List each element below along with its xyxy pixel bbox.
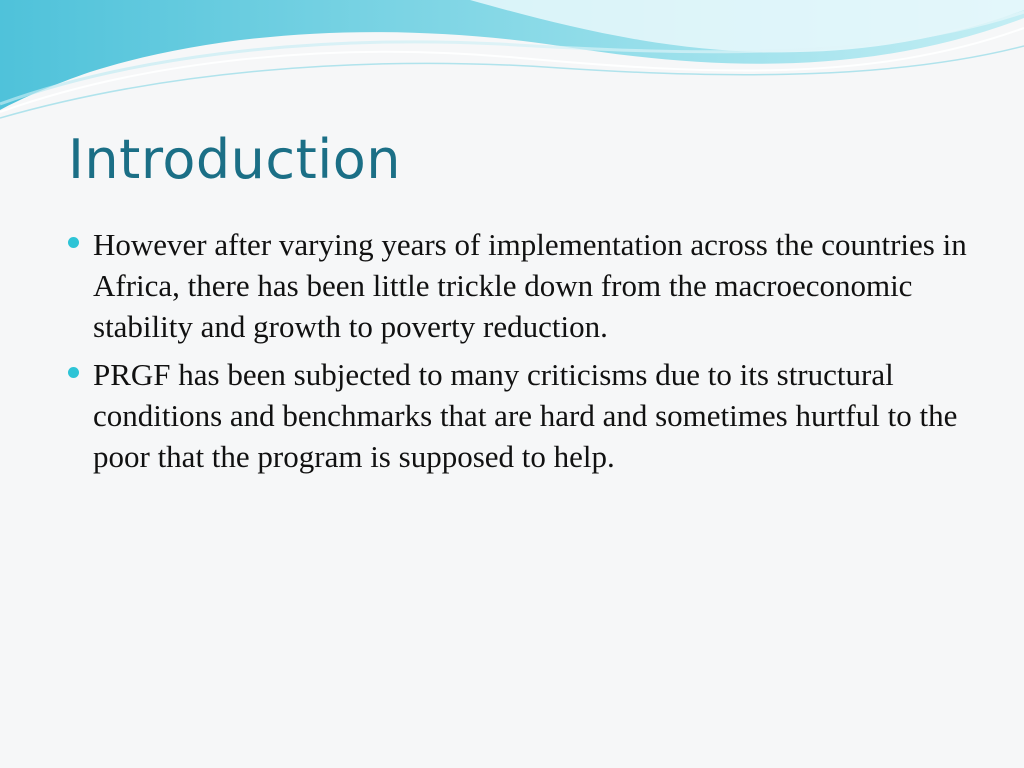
- bullet-text: PRGF has been subjected to many criticisms due to its structural conditions and benchmarks that are hard and sometimes hurtful to the poor that the program is supposed to help.: [93, 357, 958, 474]
- bullet-item: [68, 354, 968, 477]
- bullet-item: [68, 224, 968, 347]
- bullet-dot-icon: [68, 367, 79, 378]
- decorative-wave-banner: [0, 0, 1024, 130]
- bullet-dot-icon: [68, 237, 79, 248]
- slide-title: Introduction: [68, 128, 402, 191]
- bullet-list: [68, 224, 968, 484]
- bullet-text: However after varying years of implementation across the countries in Africa, there has been little trickle down from the macroeconomic stability and growth to poverty reduction.: [93, 227, 967, 344]
